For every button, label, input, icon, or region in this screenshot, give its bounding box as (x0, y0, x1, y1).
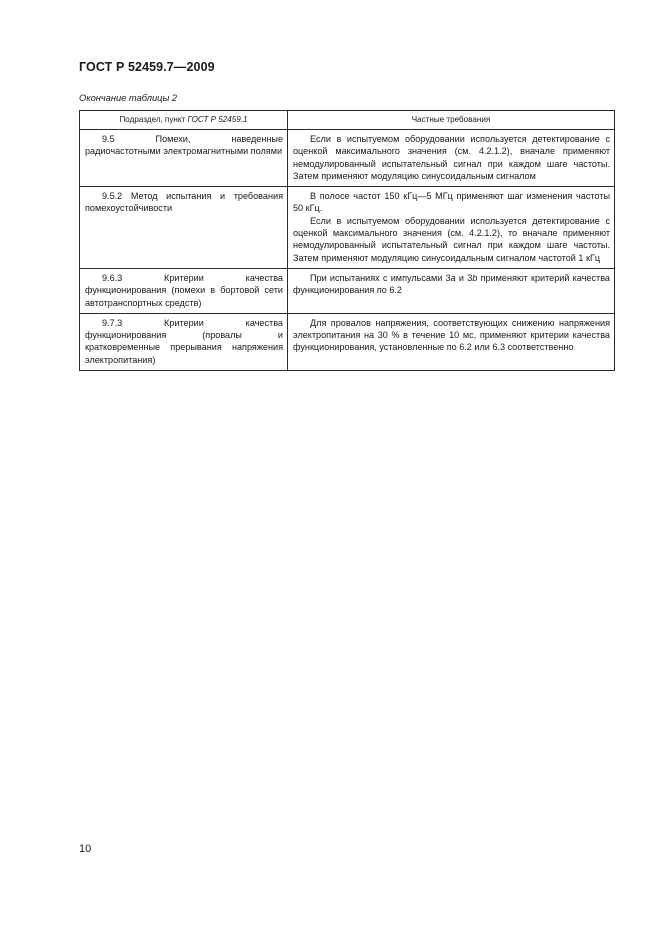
requirement-text-part: и 3 (455, 272, 473, 283)
pulse-b-label: b (472, 272, 478, 283)
section-text: 9.5.2 Метод испытания и требования помехоустойчивости (85, 191, 283, 214)
requirement-text: Для провалов напряжения, соответствующих снижению напряжения электропитания на 30 % в течение 10 мс, применяют критерии качества функционирования, установленные по 6.2 или 6.3 соответственно (293, 317, 610, 353)
page-number: 10 (79, 843, 92, 855)
document-code: ГОСТ Р 52459.7—2009 (79, 60, 215, 74)
section-text: 9.5 Помехи, наведенные радиочастотными электромагнитными полями (85, 134, 283, 157)
section-text: 9.6.3 Критерии качества функционирования (помехи в бортовой сети автотранспортных средств) (85, 272, 283, 308)
section-cell (80, 268, 288, 313)
requirement-text: Если в испытуемом оборудовании используется детектирование с оценкой максимального значения (см. 4.2.1.2), то вначале применяют немодулированный испытательный сигнал при каждом шаге частоты. Затем применяют модуляцию синусоидальным сигналом частотой 1 кГц (293, 215, 610, 263)
requirements-table (79, 110, 615, 371)
section-cell (80, 130, 288, 187)
requirement-text (293, 272, 610, 297)
pulse-a-label: a (450, 272, 456, 283)
requirement-cell (288, 187, 615, 269)
table-header-row (80, 111, 615, 130)
requirement-text: Если в испытуемом оборудовании используется детектирование с оценкой максимального значения (см. 4.2.1.2), вначале применяют немодулированный испытательный сигнал при каждом шаге частоты. Затем применяют модуляцию синусоидальным сигналом (293, 134, 610, 181)
table-row (80, 187, 615, 269)
table-row (80, 130, 615, 187)
requirement-cell (288, 130, 615, 187)
requirement-cell (288, 313, 615, 370)
requirement-cell (288, 268, 615, 313)
section-text: 9.7.3 Критерии качества функционирования (провалы и кратковременные прерывания напряжения электропитания) (85, 317, 283, 365)
column-header-section-ref: ГОСТ Р 52459.1 (187, 114, 248, 124)
table-caption: Окончание таблицы 2 (79, 93, 178, 103)
section-cell (80, 313, 288, 370)
column-header-section-label: Подраздел, пункт (119, 114, 186, 124)
column-header-section (80, 111, 288, 130)
table-row (80, 313, 615, 370)
table-row (80, 268, 615, 313)
requirement-text: В полосе частот 150 кГц—5 МГц применяют шаг изменения частоты 50 кГц. (293, 191, 610, 214)
section-cell (80, 187, 288, 269)
requirement-text-part: применяют критерий качества функционирования по 6.2 (293, 272, 610, 296)
column-header-requirements: Частные требования (288, 111, 615, 130)
requirement-text-part: При испытаниях с импульсами 3 (310, 272, 451, 283)
